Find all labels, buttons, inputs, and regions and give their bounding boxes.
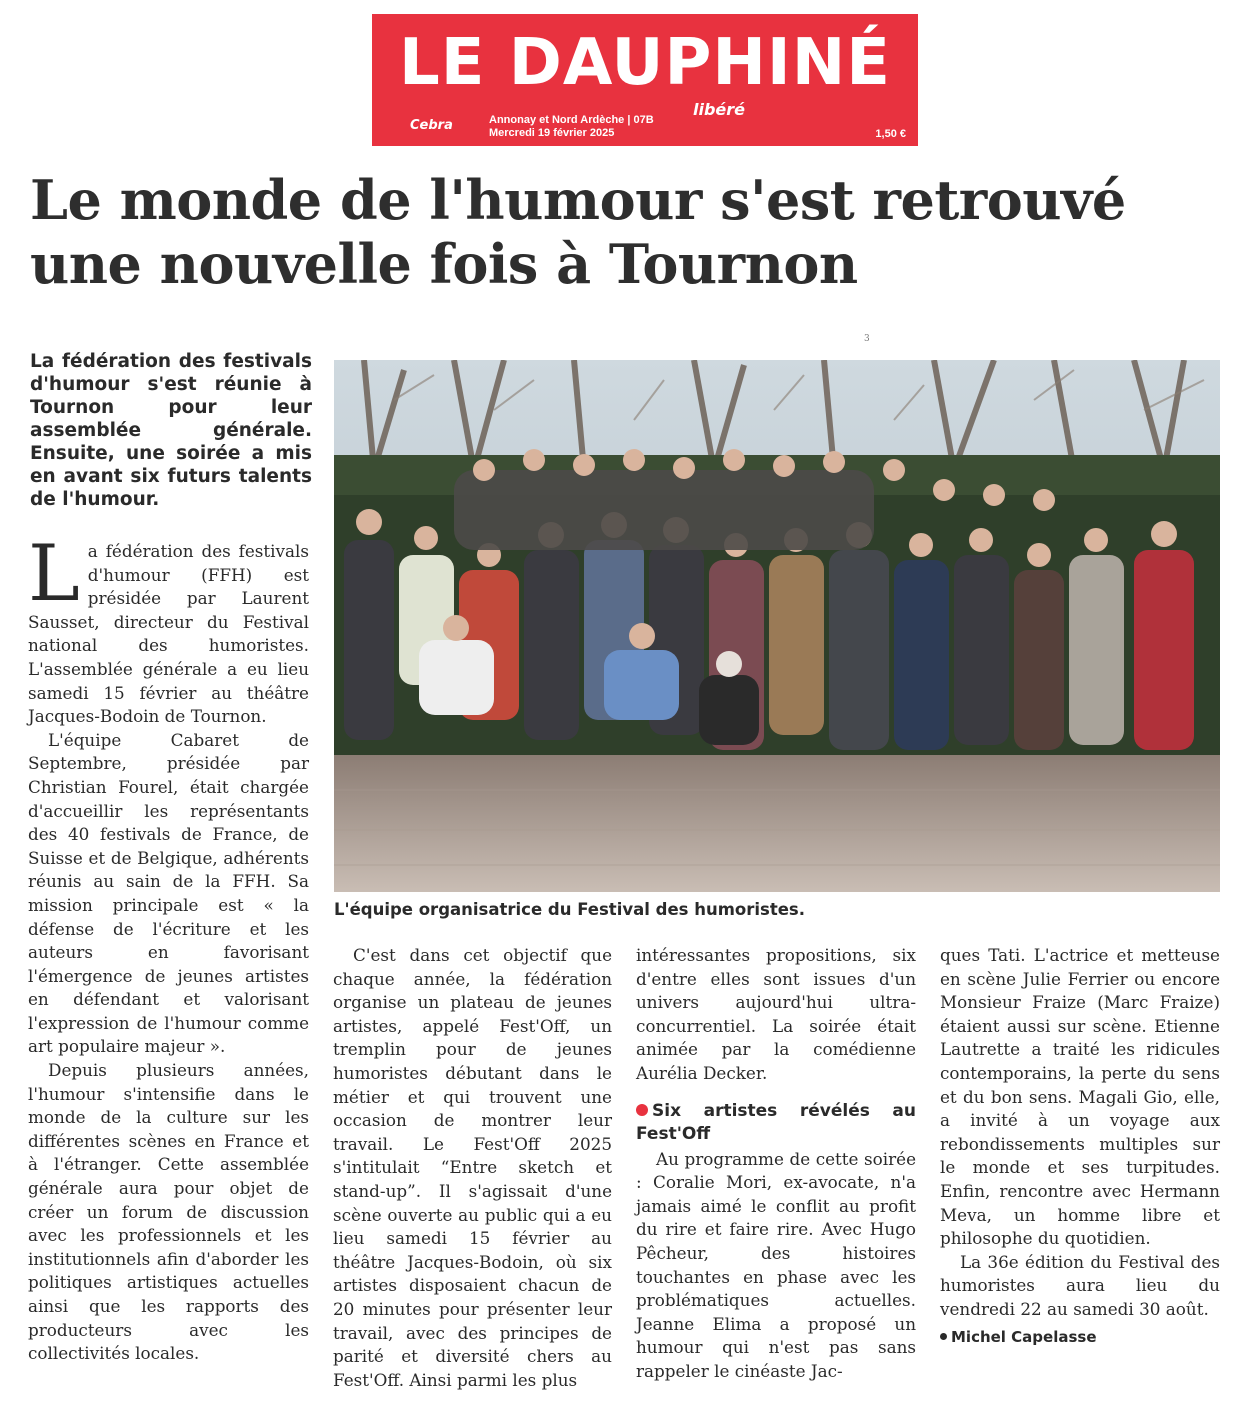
paragraph-5: Au programme de cette soirée : Coralie Mori, ex-avocate, n'a jamais aimé le conflit au profit du rire et faire rire. Avec Hugo Pêcheur, des histoires touchantes en phase avec les problématiques actuelles. Jeanne Elima a proposé un humour qui n'est pas sans rappeler le cinéaste Jac- <box>636 1148 916 1381</box>
group-photo-image <box>334 360 1220 892</box>
headline-line-1: Le monde de l'humour s'est retrouvé <box>30 168 1126 232</box>
author-name: Michel Capelasse <box>951 1327 1097 1346</box>
paragraph-1 <box>28 529 309 729</box>
paragraph-5-continued: ques Tati. L'actrice et metteuse en scène Julie Ferrier ou encore Monsieur Fraize (Marc Fraize) étaient aussi sur scène. Etienne Lautrette a traité les ridicules contemporains, la perte du sens et du bon sens. Magali Gio, elle, a invité à un voyage aux rebondissements multiples sur le monde et ses turpitudes. Enfin, rencontre avec Hermann Meva, un homme libre et philosophe du quotidien. <box>940 945 1220 1249</box>
edition-date: Mercredi 19 février 2025 <box>489 127 615 139</box>
column-3 <box>636 944 916 1384</box>
column-2 <box>333 944 612 1392</box>
paragraph-2: L'équipe Cabaret de Septembre, présidée par Christian Fourel, était chargée d'accueillir les représentants des 40 festivals de France, de Suisse et de Belgique, adhérents réunis au sain de la FFH. Sa mission principale est « la défense de l'écriture et les auteurs en favorisant l'émergence de jeunes artistes en défendant et valorisant l'expression de l'humour comme art populaire majeur ». <box>28 729 309 1057</box>
group-photo <box>334 360 1220 892</box>
photo-caption: L'équipe organisatrice du Festival des humoristes. <box>334 900 806 919</box>
article-lead: La fédération des festivals d'humour s'est réunie à Tournon pour leur assemblée générale. Ensuite, une soirée a mis en avant six futurs talents de l'humour. <box>30 351 312 510</box>
subheading-text: Six artistes révélés au Fest'Off <box>636 1100 916 1144</box>
column-1 <box>28 529 309 1366</box>
edition-info <box>489 114 654 140</box>
column-4 <box>940 944 1220 1349</box>
red-bullet-icon <box>636 1104 648 1116</box>
paragraph-4: C'est dans cet objectif que chaque année, la fédération organise un plateau de jeunes artistes, appelé Fest'Off, un tremplin pour de jeunes humoristes débutant dans le métier et qui trouvent une occasion de montrer leur travail. Le Fest'Off 2025 s'intitulait “Entre sketch et stand-up”. Il s'agissait d'une scène ouverte au public qui a eu lieu samedi 15 février au théâtre Jacques-Bodoin, où six artistes disposaient chacun de 20 minutes pour présenter leur travail, avec des principes de parité et diversité chers au Fest'Off. Ainsi parmi les plus <box>333 945 612 1390</box>
newspaper-name: LE DAUPHINÉ <box>399 26 891 100</box>
headline-line-2: une nouvelle fois à Tournon <box>30 232 858 296</box>
headline <box>30 168 1220 296</box>
drop-cap: L <box>28 529 80 619</box>
paragraph-3: Depuis plusieurs années, l'humour s'intensifie dans le monde de la culture sur les différentes scènes en France et à l'étranger. Cette assemblée générale aura pour objet de créer un forum de discussion avec les professionnels et les institutionnels afin d'aborder les politiques artistiques actuelles ainsi que les rapports des producteurs avec les collectivités locales. <box>28 1060 309 1364</box>
subheading <box>636 1100 916 1146</box>
paragraph-1-text: a fédération des festivals d'humour (FFH) est présidée par Laurent Sausset, directeur du Festival national des humoristes. L'assemblée générale a eu lieu samedi 15 février au théâtre Jacques-Bodoin de Tournon. <box>28 541 309 727</box>
price: 1,50 € <box>875 128 906 140</box>
paragraph-4-continued: intéressantes propositions, six d'entre elles sont issues d'un univers aujourd'hui ultra-concurrentiel. La soirée était animée par la comédienne Aurélia Decker. <box>636 945 916 1083</box>
page-mark: 3 <box>864 334 870 344</box>
bullet-icon <box>940 1333 947 1340</box>
author-signature <box>940 1326 1220 1350</box>
newspaper-subname: libéré <box>693 100 746 119</box>
edition-name: Annonay et Nord Ardèche | 07B <box>489 114 654 126</box>
masthead <box>372 14 918 146</box>
paragraph-6: La 36e édition du Festival des humoristes aura lieu du vendredi 22 au samedi 30 août. <box>940 1251 1220 1319</box>
cebra-logo: Cebra <box>410 118 453 133</box>
